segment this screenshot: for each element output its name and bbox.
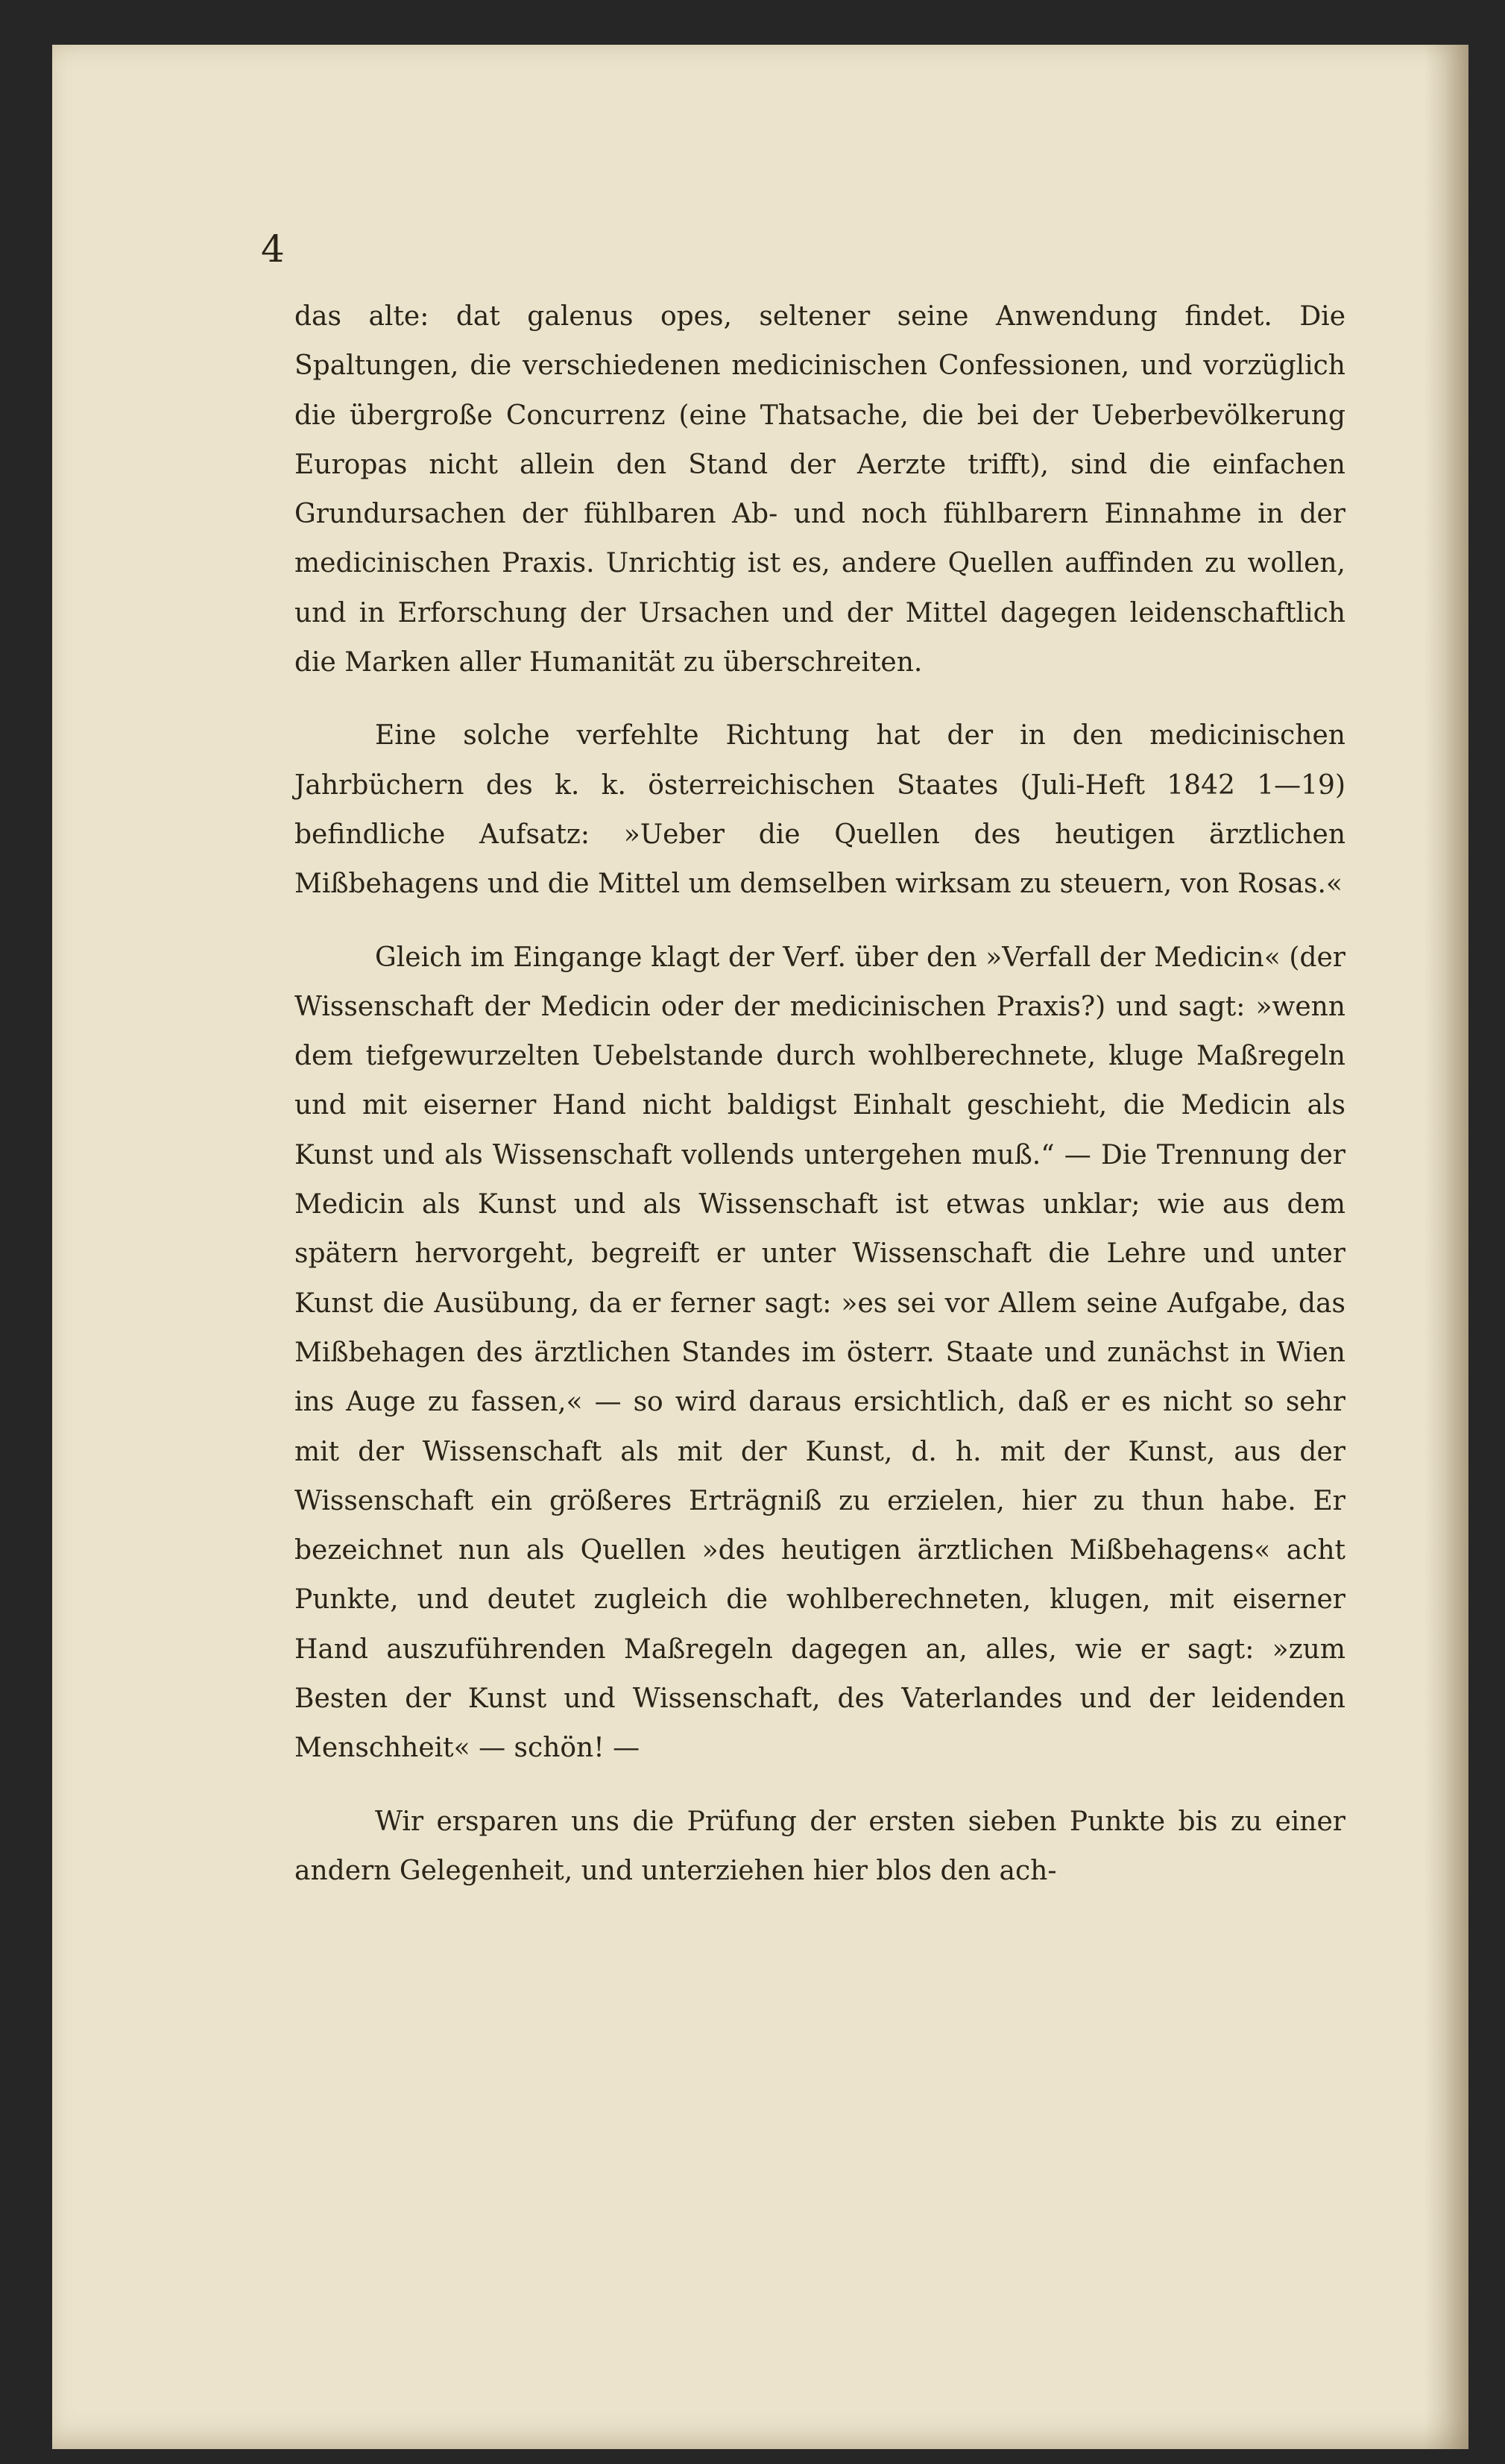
- paragraph-1: das alte: dat galenus opes, seltener seine Anwendung findet. Die Spaltungen, die verschiedenen medicinischen Confessionen, und vorzüglich die übergroße Concurrenz (eine Thatsache, die bei der Ueberbevölkerung Europas nicht allein den Stand der Aerzte trifft), sind die einfachen Grundursachen der fühlbaren Ab- und noch fühlbarern Einnahme in der medicinischen Praxis. Unrichtig ist es, andere Quellen auffinden zu wollen, und in Erforschung der Ursachen und der Mittel dagegen leidenschaftlich die Marken aller Humanität zu überschreiten.: [294, 301, 1345, 678]
- paragraph-4: Wir ersparen uns die Prüfung der ersten sieben Punkte bis zu einer andern Gelegenheit, und unterziehen hier blos den ach-: [294, 1806, 1345, 1886]
- body-text: [294, 292, 1345, 1896]
- paragraph-2: Eine solche verfehlte Richtung hat der in den medicinischen Jahrbüchern des k. k. österreichischen Staates (Juli-Heft 1842 1—19) befindliche Aufsatz: »Ueber die Quellen des heutigen ärztlichen Mißbehagens und die Mittel um demselben wirksam zu steuern, von Rosas.«: [294, 720, 1345, 900]
- paragraph-3: Gleich im Eingange klagt der Verf. über den »Verfall der Medicin« (der Wissenschaft der Medicin oder der medicinischen Praxis?) und sagt: »wenn dem tiefgewurzelten Uebelstande durch wohlberechnete, kluge Maßregeln und mit eiserner Hand nicht baldigst Einhalt geschieht, die Medicin als Kunst und als Wissenschaft vollends untergehen muß.“ — Die Trennung der Medicin als Kunst und als Wissenschaft ist etwas unklar; wie aus dem spätern hervorgeht, begreift er unter Wissenschaft die Lehre und unter Kunst die Ausübung, da er ferner sagt: »es sei vor Allem seine Aufgabe, das Mißbehagen des ärztlichen Standes im österr. Staate und zunächst in Wien ins Auge zu fassen,« — so wird daraus ersichtlich, daß er es nicht so sehr mit der Wissenschaft als mit der Kunst, d. h. mit der Kunst, aus der Wissenschaft ein größeres Erträgniß zu erzielen, hier zu thun habe. Er bezeichnet nun als Quellen »des heutigen ärztlichen Mißbehagens« acht Punkte, und deutet zugleich die wohlberechneten, klugen, mit eiserner Hand auszuführenden Maßregeln dagegen an, alles, wie er sagt: »zum Besten der Kunst und Wissenschaft, des Vaterlandes und der leidenden Menschheit« — schön! —: [294, 942, 1345, 1764]
- page-number: 4: [261, 227, 285, 271]
- page-edge-shadow: [1424, 45, 1468, 2449]
